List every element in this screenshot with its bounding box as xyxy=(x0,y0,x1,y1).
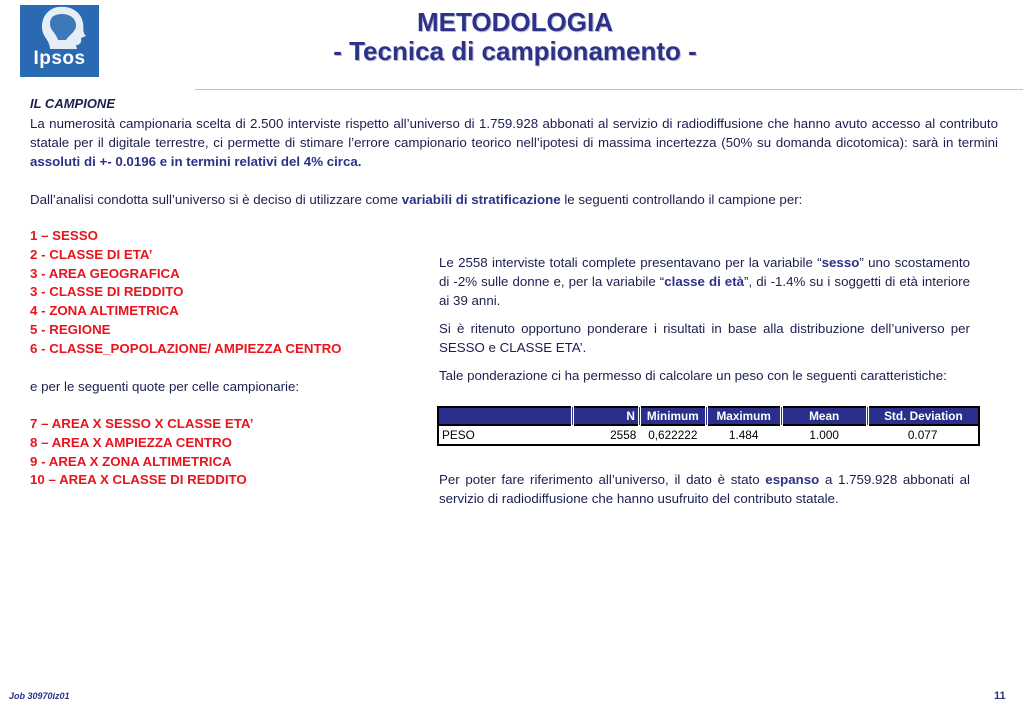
list-item: 3 - CLASSE DI REDDITO xyxy=(30,284,184,300)
weight-stats-table xyxy=(437,406,980,446)
cell-mean: 1.000 xyxy=(781,425,867,445)
list-item: 6 - CLASSE_POPOLAZIONE/ AMPIEZZA CENTRO xyxy=(30,340,342,356)
header-cell-blank xyxy=(438,407,573,425)
list-item: 3 - AREA GEOGRAFICA xyxy=(30,265,180,281)
list-item: 4 - ZONA ALTIMETRICA xyxy=(30,303,179,319)
strat-text-before: Dall’analisi condotta sull’universo si è deciso di utilizzare come xyxy=(30,192,402,207)
p1-text-e: ”, di -1.4% su i soggetti di età interiore ai 39 anni. xyxy=(439,274,970,308)
section-label: IL CAMPIONE xyxy=(30,96,115,111)
p4-highlight: espanso xyxy=(765,472,820,487)
quote-list xyxy=(30,415,253,490)
job-number: Job 30970iz01 xyxy=(9,691,70,701)
p1-text-a: Le 2558 interviste totali complete presentavano per la variabile “ xyxy=(439,255,822,270)
cell-std-deviation: 0.077 xyxy=(867,425,979,445)
p4-text-a: Per poter fare riferimento all’universo, il dato è stato xyxy=(439,472,766,487)
header-cell-std-deviation: Std. Deviation xyxy=(867,407,979,425)
strat-highlight: variabili di stratificazione xyxy=(401,192,561,207)
cell-maximum: 1.484 xyxy=(706,425,781,445)
p1-highlight-eta: classe di età xyxy=(664,274,745,289)
p4-text-c: a 1.759.928 abbonati al servizio di radiodiffusione che hanno usufruito del contributo statale. xyxy=(439,472,970,506)
stratification-paragraph xyxy=(30,190,998,209)
header-cell-maximum: Maximum xyxy=(706,407,781,425)
intro-highlight: assoluti di +- 0.0196 e in termini relativi del 4% circa. xyxy=(30,154,362,169)
cell-n: 2558 xyxy=(573,425,639,445)
table-row xyxy=(438,425,979,445)
intro-text: La numerosità campionaria scelta di 2.500 interviste rispetto all’universo di 1.759.928 abbonati al servizio di radiodiffusione che hanno avuto accesso al contributo statale per il digitale terrestre, ci permette di stimare l’errore campionario teorico nell’ipotesi di massima incertezza (50% su domanda dicotomica): sarà in termini xyxy=(30,116,998,150)
table-header-row xyxy=(438,407,979,425)
stratification-list xyxy=(30,227,342,359)
weighting-paragraph-1 xyxy=(439,253,970,310)
title-line-2: - Tecnica di campionamento - xyxy=(333,36,697,66)
weighting-paragraph-3: Tale ponderazione ci ha permesso di calcolare un peso con le seguenti caratteristiche: xyxy=(439,368,947,383)
strat-text-after: le seguenti controllando il campione per: xyxy=(560,192,803,207)
page-title xyxy=(160,8,870,66)
list-item: 2 - CLASSE DI ETA’ xyxy=(30,246,153,262)
header-cell-mean: Mean xyxy=(781,407,867,425)
logo-wordmark: Ipsos xyxy=(33,48,86,69)
weighting-paragraph-2: Si è ritenuto opportuno ponderare i risultati in base alla distribuzione dell’universo per SESSO e CLASSE ETA’. xyxy=(439,321,970,355)
list-item: 10 – AREA X CLASSE DI REDDITO xyxy=(30,472,247,488)
list-item: 8 – AREA X AMPIEZZA CENTRO xyxy=(30,434,232,450)
header-cell-minimum: Minimum xyxy=(639,407,706,425)
p1-highlight-sesso: sesso xyxy=(821,255,860,270)
cell-peso-label: PESO xyxy=(438,425,573,445)
quote-intro: e per le seguenti quote per celle campionarie: xyxy=(30,379,300,394)
header-cell-n: N xyxy=(573,407,639,425)
list-item: 1 – SESSO xyxy=(30,228,98,243)
p1-text-c: ” uno scostamento di -2% sulle donne e, per la variabile “ xyxy=(439,255,970,289)
list-item: 5 - REGIONE xyxy=(30,321,111,337)
cell-minimum: 0,622222 xyxy=(639,425,706,445)
list-item: 7 – AREA X SESSO X CLASSE ETA’ xyxy=(30,416,254,431)
page-number: 11 xyxy=(994,690,1006,702)
intro-paragraph xyxy=(30,114,998,171)
title-line-1: METODOLOGIA xyxy=(417,7,613,37)
expansion-paragraph xyxy=(439,470,970,508)
list-item: 9 - AREA X ZONA ALTIMETRICA xyxy=(30,453,232,469)
header-divider xyxy=(195,89,1023,90)
ipsos-logo xyxy=(20,5,99,77)
